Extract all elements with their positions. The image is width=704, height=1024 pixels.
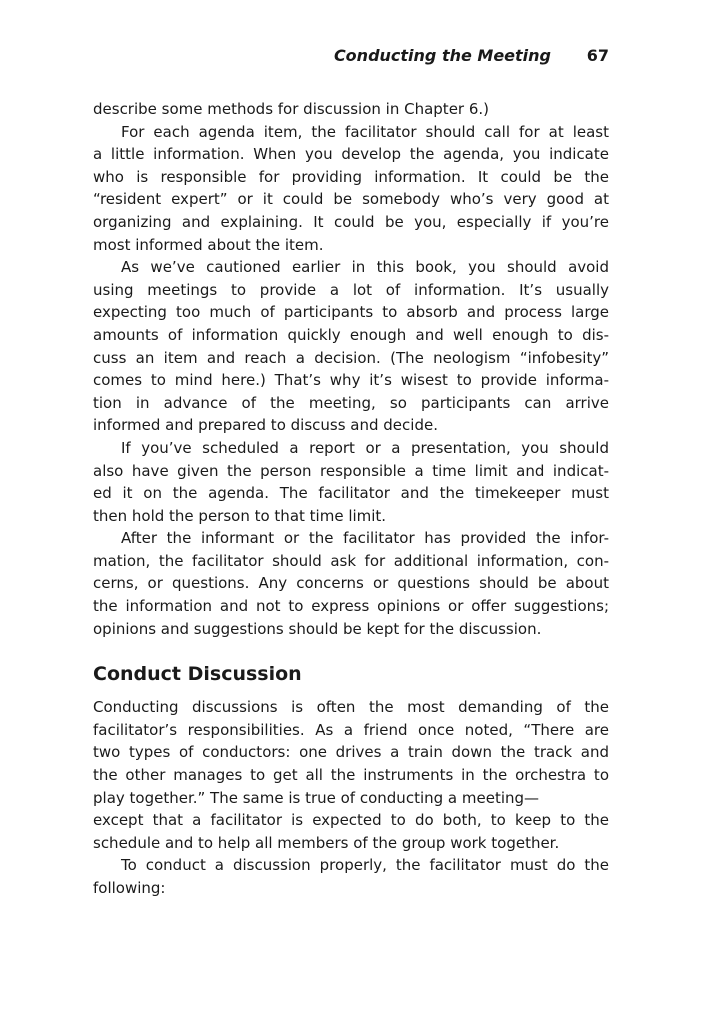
text-line: expecting too much of participants to absorb and process large <box>93 303 609 322</box>
running-head-title: Conducting the Meeting <box>333 46 551 65</box>
text-line: who is responsible for providing information. It could be the <box>93 167 609 186</box>
running-head <box>93 46 609 68</box>
text-line: amounts of information quickly enough and well enough to dis- <box>93 325 609 344</box>
text-line: Conducting discussions is often the most demanding of the <box>93 698 609 717</box>
page-number: 67 <box>586 46 609 65</box>
page-body <box>93 98 609 900</box>
text-line: opinions and suggestions should be kept for the discussion. <box>93 619 542 638</box>
text-line: After the informant or the facilitator has provided the infor- <box>121 529 609 548</box>
text-line: most informed about the item. <box>93 235 324 254</box>
text-line: tion in advance of the meeting, so participants can arrive <box>93 393 609 412</box>
text-line: except that a facilitator is expected to do both, to keep to the <box>93 811 609 830</box>
text-line: ed it on the agenda. The facilitator and the timekeeper must <box>93 484 609 503</box>
text-line: As we’ve cautioned earlier in this book, you should avoid <box>121 258 609 277</box>
text-line: informed and prepared to discuss and decide. <box>93 416 438 435</box>
text-line: For each agenda item, the facilitator should call for at least <box>121 122 609 141</box>
text-line: comes to mind here.) That’s why it’s wisest to provide informa- <box>93 371 609 390</box>
text-line: play together.” The same is true of conducting a meeting— <box>93 788 540 807</box>
text-line: two types of conductors: one drives a train down the track and <box>93 743 609 762</box>
text-line: using meetings to provide a lot of information. It’s usually <box>93 280 609 299</box>
text-line: schedule and to help all members of the group work together. <box>93 833 560 852</box>
text-line: the other manages to get all the instruments in the orchestra to <box>93 766 609 785</box>
text-line: To conduct a discussion properly, the facilitator must do the <box>121 856 609 875</box>
text-line: the information and not to express opinions or offer suggestions; <box>93 597 609 616</box>
text-line: organizing and explaining. It could be you, especially if you’re <box>93 212 609 231</box>
text-line: facilitator’s responsibilities. As a friend once noted, “There are <box>93 720 609 739</box>
text-line: describe some methods for discussion in Chapter 6.) <box>93 100 490 118</box>
text-line: then hold the person to that time limit. <box>93 506 387 525</box>
section-heading: Conduct Discussion <box>93 663 302 686</box>
text-line: following: <box>93 879 166 897</box>
text-line: “resident expert” or it could be somebody who’s very good at <box>93 190 609 209</box>
text-line: mation, the facilitator should ask for additional information, con- <box>93 551 609 570</box>
text-line: a little information. When you develop the agenda, you indicate <box>93 145 609 164</box>
text-line: If you’ve scheduled a report or a presentation, you should <box>121 438 609 457</box>
text-line: also have given the person responsible a time limit and indicat- <box>93 461 609 480</box>
text-line: cuss an item and reach a decision. (The neologism “infobesity” <box>93 348 609 367</box>
text-line: cerns, or questions. Any concerns or questions should be about <box>93 574 609 593</box>
